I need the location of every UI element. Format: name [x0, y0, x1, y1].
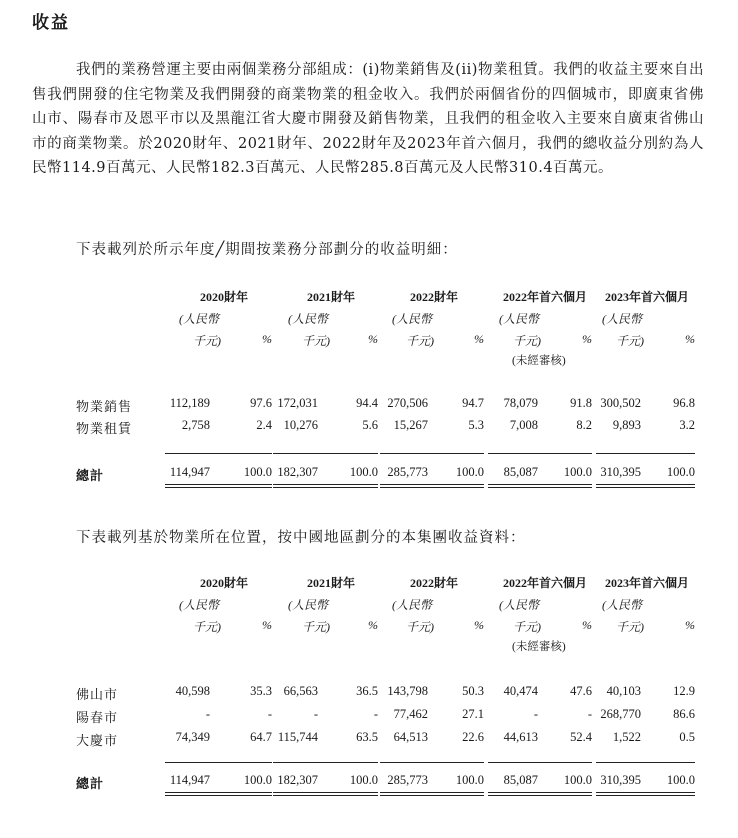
table-cell: 86.6 [673, 707, 695, 721]
percent-header: % [582, 618, 592, 632]
total-double-rule [165, 792, 272, 796]
percent-header: % [474, 332, 484, 346]
table-cell: 47.6 [570, 684, 592, 698]
table-cell: 9,893 [612, 418, 641, 432]
table-cell: 300,502 [600, 396, 641, 410]
total-double-rule [380, 484, 484, 488]
table-cell: 2.4 [256, 418, 272, 432]
table-cell: 10,276 [283, 418, 318, 432]
total-cell: 85,087 [503, 465, 538, 479]
table-cell: 78,079 [503, 396, 538, 410]
period-header: 2022財年 [409, 576, 458, 590]
period-header: 2023年首六個月 [604, 576, 689, 590]
subtotal-rule [380, 762, 484, 763]
unit-label: (人民幣 [602, 312, 642, 326]
table-cell: - [587, 707, 592, 721]
row-label: 物業銷售 [76, 399, 133, 414]
row-label: 大慶市 [76, 733, 119, 748]
table-cell: 97.6 [250, 396, 272, 410]
table-cell: 8.2 [576, 418, 592, 432]
total-double-rule [488, 484, 592, 488]
table-cell: 22.6 [462, 730, 484, 744]
row-label: 物業租賃 [76, 421, 133, 436]
total-cell: 100.0 [349, 773, 378, 787]
table-cell: 64.7 [250, 730, 272, 744]
table-cell: 115,744 [277, 730, 318, 744]
subtotal-rule [165, 762, 272, 763]
table-cell: 3.2 [679, 418, 695, 432]
subtotal-rule [596, 762, 695, 763]
table-cell: 268,770 [600, 707, 641, 721]
unit-label: 千元) [193, 334, 221, 348]
table-cell: 5.6 [362, 418, 378, 432]
total-cell: 310,395 [600, 465, 641, 479]
total-double-rule [380, 792, 484, 796]
table-cell: 66,563 [283, 684, 318, 698]
unit-label: (人民幣 [288, 312, 328, 326]
subtotal-rule [165, 453, 272, 454]
table2-caption: 下表載列基於物業所在位置，按中國地區劃分的本集團收益資料： [76, 530, 526, 546]
percent-header: % [368, 618, 378, 632]
percent-header: % [685, 618, 695, 632]
period-header: 2020財年 [199, 290, 248, 304]
subtotal-rule [488, 453, 592, 454]
table-cell: 94.4 [356, 396, 378, 410]
percent-header: % [474, 618, 484, 632]
row-label: 佛山市 [76, 687, 119, 702]
total-cell: 100.0 [349, 465, 378, 479]
total-cell: 100.0 [243, 465, 272, 479]
total-double-rule [165, 484, 272, 488]
table-cell: 27.1 [462, 707, 484, 721]
unit-label: (人民幣 [499, 598, 539, 612]
table-cell: 1,522 [612, 730, 641, 744]
period-header: 2021財年 [306, 576, 355, 590]
table-cell: 35.3 [250, 684, 272, 698]
table-cell: 64,513 [393, 730, 428, 744]
total-cell: 310,395 [600, 773, 641, 787]
table-cell: 40,598 [175, 684, 210, 698]
total-cell: 85,087 [503, 773, 538, 787]
period-header: 2022年首六個月 [502, 290, 587, 304]
total-cell: 182,307 [277, 465, 318, 479]
period-header: 2022財年 [409, 290, 458, 304]
total-cell: 100.0 [455, 465, 484, 479]
table-cell: 15,267 [393, 418, 428, 432]
unit-label: (人民幣 [499, 312, 539, 326]
unit-label: 千元) [193, 620, 221, 634]
total-cell: 100.0 [666, 465, 695, 479]
table-cell: 44,613 [503, 730, 538, 744]
unit-label: 千元) [513, 620, 541, 634]
unit-label: (人民幣 [392, 598, 432, 612]
period-header: 2020財年 [199, 576, 248, 590]
unit-label: 千元) [302, 620, 330, 634]
unit-label: 千元) [406, 334, 434, 348]
unit-label: (人民幣 [602, 598, 642, 612]
table-cell: 50.3 [462, 684, 484, 698]
period-header: 2023年首六個月 [604, 290, 689, 304]
table-cell: 5.3 [468, 418, 484, 432]
table-cell: 52.4 [570, 730, 592, 744]
total-cell: 114,947 [169, 773, 210, 787]
total-cell: 100.0 [455, 773, 484, 787]
subtotal-rule [488, 762, 592, 763]
percent-header: % [262, 618, 272, 632]
total-double-rule [596, 792, 695, 796]
total-cell: 100.0 [563, 773, 592, 787]
table-cell: 270,506 [387, 396, 428, 410]
unit-label: (人民幣 [392, 312, 432, 326]
total-label: 總計 [76, 776, 105, 791]
unit-label: (人民幣 [288, 598, 328, 612]
unaudited-note: (未經審核) [512, 641, 566, 653]
table-cell: 96.8 [673, 396, 695, 410]
unaudited-note: (未經審核) [512, 355, 566, 367]
percent-header: % [582, 332, 592, 346]
unit-label: 千元) [616, 620, 644, 634]
table-cell: 74,349 [175, 730, 210, 744]
row-label: 陽春市 [76, 710, 119, 725]
table-cell: 172,031 [277, 396, 318, 410]
table-cell: 112,189 [169, 396, 210, 410]
total-cell: 100.0 [666, 773, 695, 787]
table-cell: 40,474 [503, 684, 538, 698]
percent-header: % [368, 332, 378, 346]
table-cell: - [205, 707, 210, 721]
table-cell: 63.5 [356, 730, 378, 744]
table-cell: - [313, 707, 318, 721]
total-double-rule [273, 792, 378, 796]
period-header: 2022年首六個月 [502, 576, 587, 590]
table-cell: 143,798 [387, 684, 428, 698]
unit-label: 千元) [616, 334, 644, 348]
unit-label: (人民幣 [179, 598, 219, 612]
table-cell: 36.5 [356, 684, 378, 698]
unit-label: 千元) [406, 620, 434, 634]
table-cell: 12.9 [673, 684, 695, 698]
table-cell: 77,462 [393, 707, 428, 721]
table-cell: 0.5 [679, 730, 695, 744]
section-heading: 收益 [32, 13, 70, 33]
table-cell: 7,008 [509, 418, 538, 432]
table-cell: - [267, 707, 272, 721]
total-cell: 285,773 [387, 773, 428, 787]
period-header: 2021財年 [306, 290, 355, 304]
subtotal-rule [380, 453, 484, 454]
unit-label: (人民幣 [179, 312, 219, 326]
percent-header: % [262, 332, 272, 346]
total-cell: 285,773 [387, 465, 428, 479]
total-label: 總計 [76, 468, 105, 483]
table-cell: - [373, 707, 378, 721]
table1-caption: 下表載列於所示年度╱期間按業務分部劃分的收益明細： [76, 242, 458, 258]
unit-label: 千元) [302, 334, 330, 348]
subtotal-rule [273, 453, 378, 454]
total-cell: 100.0 [243, 773, 272, 787]
percent-header: % [685, 332, 695, 346]
total-double-rule [273, 484, 378, 488]
table-cell: 40,103 [606, 684, 641, 698]
subtotal-rule [273, 762, 378, 763]
total-double-rule [596, 484, 695, 488]
table-cell: 94.7 [462, 396, 484, 410]
table-cell: 2,758 [181, 418, 210, 432]
table-cell: 91.8 [570, 396, 592, 410]
total-cell: 182,307 [277, 773, 318, 787]
subtotal-rule [596, 453, 695, 454]
total-cell: 114,947 [169, 465, 210, 479]
unit-label: 千元) [513, 334, 541, 348]
total-cell: 100.0 [563, 465, 592, 479]
total-double-rule [488, 792, 592, 796]
intro-paragraph: 我們的業務營運主要由兩個業務分部組成：(i)物業銷售及(ii)物業租賃。我們的收益主要來自出售我們開發的住宅物業及我們開發的商業物業的租金收入。我們於兩個省份的四個城市，即廣東省佛山市、陽春市及恩平市以及黑龍江省大慶市開發及銷售物業，且我們的租金收入主要來自廣東省佛山市的商業物業。於2020財年、2021財年、2022財年及2023年首六個月，我們的總收益分別約為人民幣114.9百萬元、人民幣182.3百萬元、人民幣285.8百萬元及人民幣310.4百萬元。 [32, 62, 704, 176]
table-cell: - [533, 707, 538, 721]
